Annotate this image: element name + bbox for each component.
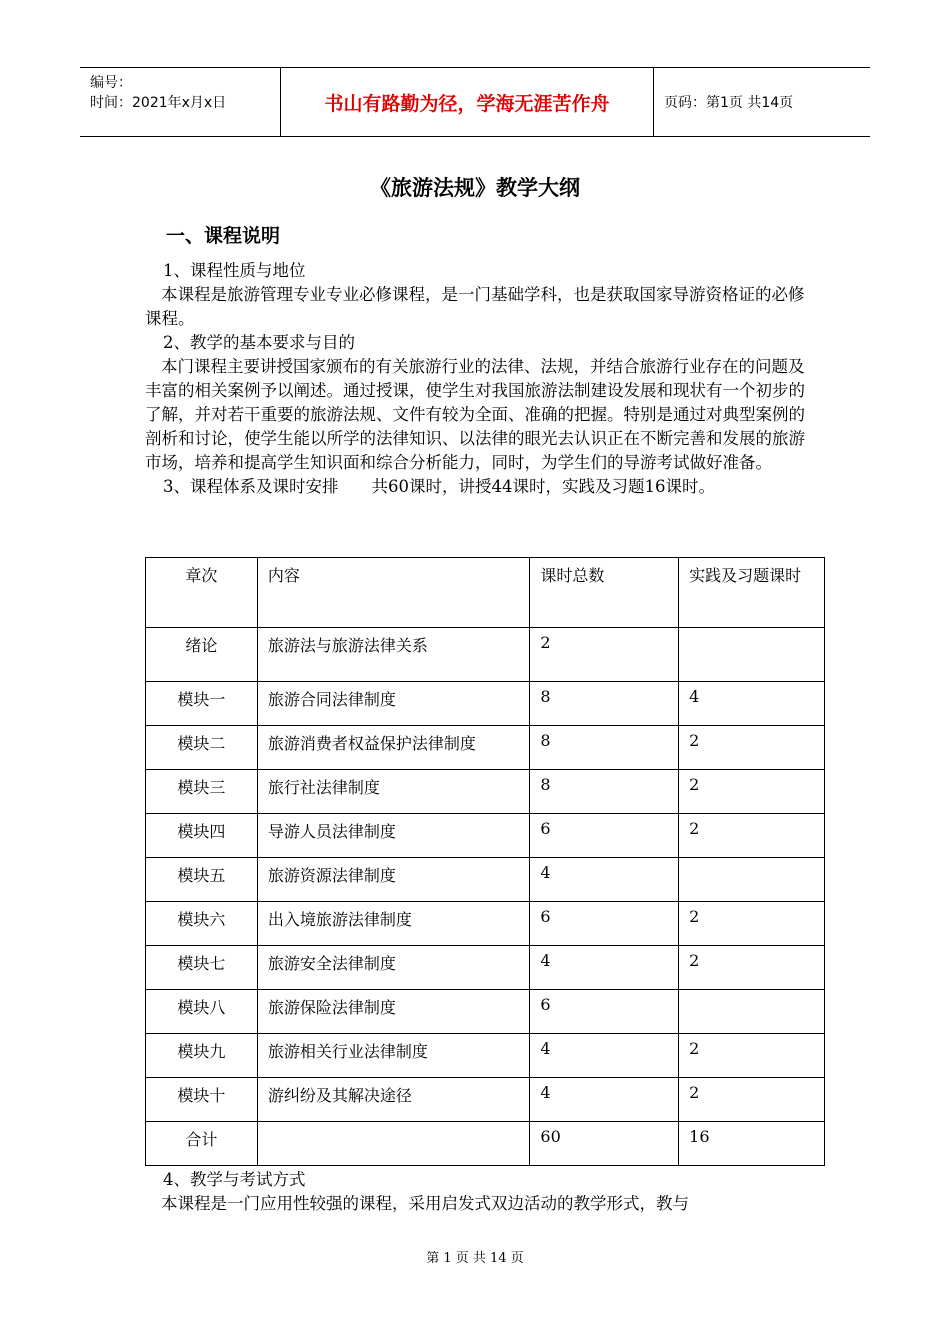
paragraph-heading: 1、课程性质与地位 (163, 261, 306, 280)
table-cell: 8 (530, 770, 679, 814)
table-row (146, 1034, 825, 1078)
table-cell: 旅游相关行业法律制度 (257, 1034, 530, 1078)
page-footer: 第 1 页 共 14 页 (426, 1251, 524, 1266)
page-header (80, 67, 870, 137)
table-cell: 旅行社法律制度 (257, 770, 530, 814)
table-cell: 2 (679, 726, 825, 770)
table-cell: 2 (679, 770, 825, 814)
table-cell: 旅游资源法律制度 (257, 858, 530, 902)
table-header-cell: 章次 (146, 558, 258, 628)
table-cell (257, 1122, 530, 1166)
table-cell: 8 (530, 726, 679, 770)
table-cell (679, 628, 825, 682)
table-cell: 2 (679, 1034, 825, 1078)
table-cell: 模块六 (146, 902, 258, 946)
table-cell: 2 (530, 628, 679, 682)
document-title: 《旅游法规》教学大纲 (370, 176, 580, 200)
table-header-cell: 内容 (257, 558, 530, 628)
table-row (146, 1122, 825, 1166)
table-cell: 旅游保险法律制度 (257, 990, 530, 1034)
table-header-row (146, 558, 825, 628)
table-cell: 6 (530, 990, 679, 1034)
table-cell: 模块九 (146, 1034, 258, 1078)
table-row (146, 814, 825, 858)
table-cell: 2 (679, 1078, 825, 1122)
table-cell: 4 (530, 858, 679, 902)
table-cell: 模块三 (146, 770, 258, 814)
table-row (146, 902, 825, 946)
table-cell: 6 (530, 902, 679, 946)
paragraph-text: 本门课程主要讲授国家颁布的有关旅游行业的法律、法规，并结合旅游行业存在的问题及丰富的相关案例予以阐述。通过授课，使学生对我国旅游法制建设发展和现状有一个初步的了解，并对若干重要的旅游法规、文件有较为全面、准确的把握。特别是通过对典型案例的剖析和讨论，使学生能以所学的法律知识、以法律的眼光去认识正在不断完善和发展的旅游市场，培养和提高学生知识面和综合分析能力，同时，为学生们的导游考试做好准备。 (145, 357, 805, 472)
table-cell: 旅游合同法律制度 (257, 682, 530, 726)
table-cell: 4 (530, 1034, 679, 1078)
paragraph-heading: 3、课程体系及课时安排 共60课时，讲授44课时，实践及习题16课时。 (163, 477, 715, 496)
paragraph-text: 本课程是旅游管理专业专业必修课程，是一门基础学科，也是获取国家导游资格证的必修课程。 (145, 285, 805, 328)
document-body (145, 259, 815, 499)
table-cell: 模块十 (146, 1078, 258, 1122)
table-cell: 绪论 (146, 628, 258, 682)
schedule-table (145, 557, 825, 1166)
table-row (146, 628, 825, 682)
table-row (146, 1078, 825, 1122)
table-cell: 模块七 (146, 946, 258, 990)
table-cell: 出入境旅游法律制度 (257, 902, 530, 946)
table-cell: 模块二 (146, 726, 258, 770)
table-cell: 旅游消费者权益保护法律制度 (257, 726, 530, 770)
document-body-continued (145, 1168, 815, 1216)
table-cell: 模块八 (146, 990, 258, 1034)
table-cell: 游纠纷及其解决途径 (257, 1078, 530, 1122)
table-row (146, 990, 825, 1034)
table-cell (679, 990, 825, 1034)
paragraph-heading: 4、教学与考试方式 (163, 1170, 306, 1189)
table-cell: 导游人员法律制度 (257, 814, 530, 858)
table-row (146, 858, 825, 902)
table-cell: 60 (530, 1122, 679, 1166)
table-header-cell: 实践及习题课时 (679, 558, 825, 628)
table-cell: 合计 (146, 1122, 258, 1166)
table-cell: 模块一 (146, 682, 258, 726)
table-cell: 4 (530, 1078, 679, 1122)
header-time: 时间：2021年x月x日 (90, 95, 227, 111)
table-cell: 2 (679, 946, 825, 990)
header-page: 页码：第1页 共14页 (664, 95, 794, 111)
table-cell: 模块四 (146, 814, 258, 858)
paragraph-text: 本课程是一门应用性较强的课程，采用启发式双边活动的教学形式，教与 (161, 1194, 689, 1213)
section-heading: 一、课程说明 (166, 225, 281, 247)
table-cell: 8 (530, 682, 679, 726)
table-header-cell: 课时总数 (530, 558, 679, 628)
table-cell: 旅游法与旅游法律关系 (257, 628, 530, 682)
table-cell: 4 (679, 682, 825, 726)
table-cell: 旅游安全法律制度 (257, 946, 530, 990)
table-row (146, 946, 825, 990)
table-cell: 2 (679, 814, 825, 858)
header-number: 编号： (90, 75, 132, 91)
table-cell: 2 (679, 902, 825, 946)
table-cell (679, 858, 825, 902)
header-motto: 书山有路勤为径，学海无涯苦作舟 (281, 68, 654, 136)
paragraph-heading: 2、教学的基本要求与目的 (163, 333, 355, 352)
header-meta (80, 68, 281, 136)
table-row (146, 770, 825, 814)
table-row (146, 682, 825, 726)
table-cell: 6 (530, 814, 679, 858)
table-row (146, 726, 825, 770)
table-cell: 16 (679, 1122, 825, 1166)
table-cell: 模块五 (146, 858, 258, 902)
table-cell: 4 (530, 946, 679, 990)
